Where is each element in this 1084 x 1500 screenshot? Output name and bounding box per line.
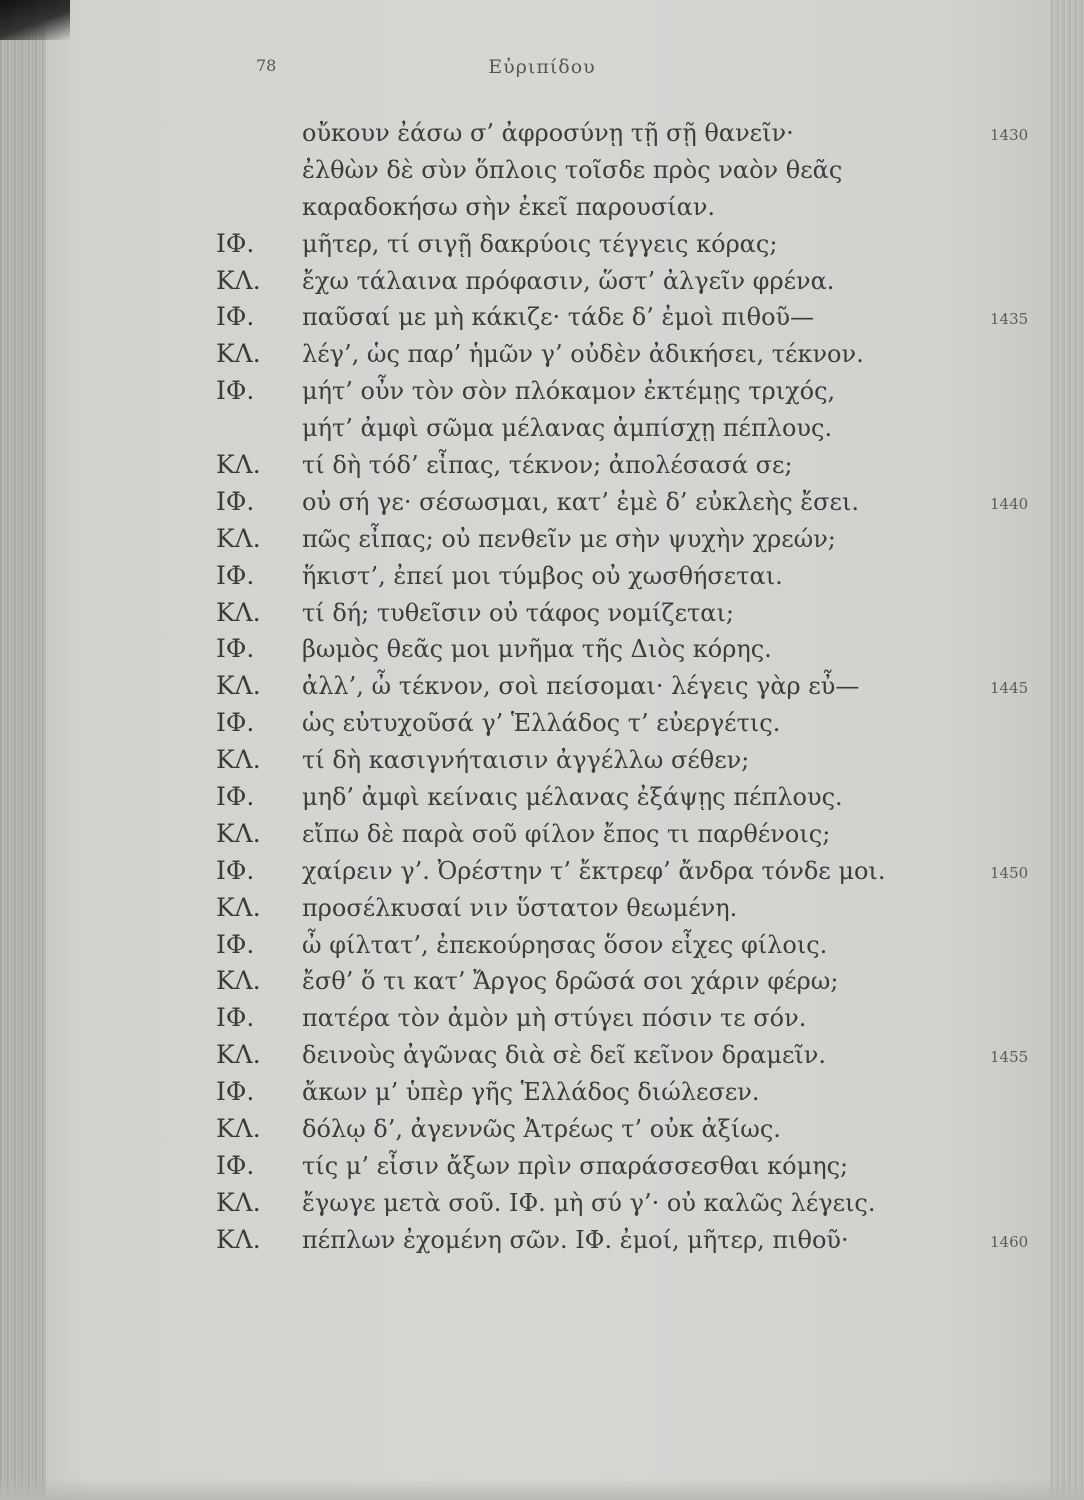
verse-line — [0, 188, 1084, 225]
speaker-label: ΚΛ. — [216, 966, 261, 996]
verse-line — [0, 298, 1084, 335]
verse-line — [0, 446, 1084, 483]
verse-line — [0, 372, 1084, 409]
speaker-label: ΙΦ. — [216, 1003, 255, 1033]
line-number: 1435 — [990, 310, 1029, 329]
speaker-label: ΙΦ. — [216, 855, 255, 885]
speaker-label: ΚΛ. — [216, 1040, 261, 1070]
verse-text — [0, 114, 1084, 1258]
verse-text-line: λέγ’, ὡς παρ’ ἡμῶν γ’ οὐδὲν ἀδικήσει, τέκνον. — [302, 340, 864, 369]
speaker-label: ΚΛ. — [216, 339, 261, 369]
verse-text-line: οὐ σή γε· σέσωσμαι, κατ’ ἐμὲ δ’ εὐκλεὴς ἔσει. — [302, 487, 860, 516]
verse-line — [0, 1110, 1084, 1147]
verse-text-line: τίς μ’ εἶσιν ἄξων πρὶν σπαράσσεσθαι κόμης; — [302, 1151, 849, 1180]
page-number: 78 — [256, 56, 277, 75]
verse-text-line: προσέλκυσαί νιν ὕστατον θεωμένη. — [302, 893, 738, 922]
speaker-label: ΙΦ. — [216, 1150, 255, 1180]
line-number: 1440 — [990, 494, 1029, 513]
verse-line — [0, 1221, 1084, 1258]
verse-text-line: ἐλθὼν δὲ σὺν ὅπλοις τοῖσδε πρὸς ναὸν θεᾶς — [302, 155, 843, 184]
verse-line — [0, 1036, 1084, 1073]
speaker-label: ΙΦ. — [216, 782, 255, 812]
speaker-label: ΙΦ. — [216, 486, 255, 516]
verse-text-line: οὔκουν ἐάσω σ’ ἀφροσύνῃ τῇ σῇ θανεῖν· — [302, 119, 794, 147]
verse-line — [0, 1073, 1084, 1110]
page-header — [0, 56, 1084, 86]
verse-text-line: μήτ’ ἀμφὶ σῶμα μέλανας ἀμπίσχῃ πέπλους. — [302, 414, 833, 443]
verse-text-line: τί δὴ κασιγνήταισιν ἀγγέλλω σέθεν; — [302, 746, 750, 775]
line-number: 1450 — [990, 863, 1029, 882]
speaker-label: ΙΦ. — [216, 302, 255, 332]
verse-line — [0, 741, 1084, 778]
verse-line — [0, 852, 1084, 889]
speaker-label: ΚΛ. — [216, 1224, 261, 1254]
verse-text-line: ἄκων μ’ ὑπὲρ γῆς Ἑλλάδος διώλεσεν. — [302, 1078, 760, 1107]
verse-text-line: εἴπω δὲ παρὰ σοῦ φίλον ἔπος τι παρθένοις; — [302, 819, 831, 848]
speaker-label: ΚΛ. — [216, 818, 261, 848]
verse-text-line: πατέρα τὸν ἀμὸν μὴ στύγει πόσιν τε σόν. — [302, 1004, 807, 1033]
book-cover-corner — [0, 0, 70, 40]
verse-line — [0, 999, 1084, 1036]
verse-text-line: πῶς εἶπας; οὐ πενθεῖν με σὴν ψυχὴν χρεών; — [302, 524, 836, 553]
verse-text-line: ἥκιστ’, ἐπεί μοι τύμβος οὐ χωσθήσεται. — [302, 561, 783, 590]
verse-text-line: μήτ’ οὖν τὸν σὸν πλόκαμον ἐκτέμῃς τριχός, — [302, 377, 836, 406]
verse-text-line: ἔγωγε μετὰ σοῦ. ΙΦ. μὴ σύ γ’· οὐ καλῶς λέγεις. — [302, 1188, 876, 1217]
speaker-label: ΚΛ. — [216, 671, 261, 701]
verse-text-line: δεινοὺς ἀγῶνας διὰ σὲ δεῖ κεῖνον δραμεῖν. — [302, 1041, 827, 1070]
speaker-label: ΚΛ. — [216, 265, 261, 295]
speaker-label: ΙΦ. — [216, 228, 255, 258]
verse-line — [0, 778, 1084, 815]
verse-line — [0, 962, 1084, 999]
verse-text-line: ὦ φίλτατ’, ἐπεκούρησας ὅσον εἶχες φίλοις. — [302, 930, 828, 959]
verse-text-line: ἔχω τάλαινα πρόφασιν, ὥστ’ ἀλγεῖν φρένα. — [302, 266, 835, 295]
verse-line — [0, 483, 1084, 520]
verse-text-line: ἀλλ’, ὦ τέκνον, σοὶ πείσομαι· λέγεις γὰρ εὖ— — [302, 672, 860, 701]
speaker-label: ΚΛ. — [216, 745, 261, 775]
verse-text-line: μηδ’ ἀμφὶ κείναις μέλανας ἐξάψῃς πέπλους. — [302, 783, 843, 812]
speaker-label: ΚΛ. — [216, 892, 261, 922]
speaker-label: ΚΛ. — [216, 523, 261, 553]
verse-line — [0, 114, 1084, 151]
verse-text-line: δόλῳ δ’, ἀγεννῶς Ἀτρέως τ’ οὐκ ἀξίως. — [302, 1115, 781, 1144]
verse-line — [0, 225, 1084, 262]
verse-line — [0, 557, 1084, 594]
verse-text-line: καραδοκήσω σὴν ἐκεῖ παρουσίαν. — [302, 192, 716, 221]
speaker-label: ΚΛ. — [216, 450, 261, 480]
verse-text-line: ὡς εὐτυχοῦσά γ’ Ἑλλάδος τ’ εὐεργέτις. — [302, 709, 781, 738]
speaker-label: ΚΛ. — [216, 1114, 261, 1144]
verse-text-line: τί δὴ τόδ’ εἶπας, τέκνον; ἀπολέσασά σε; — [302, 451, 793, 480]
verse-text-line: μῆτερ, τί σιγῇ δακρύοις τέγγεις κόρας; — [302, 229, 778, 258]
speaker-label: ΙΦ. — [216, 634, 255, 664]
line-number: 1455 — [990, 1048, 1029, 1067]
verse-text-line: παῦσαί με μὴ κάκιζε· τάδε δ’ ἐμοὶ πιθοῦ— — [302, 303, 815, 332]
verse-text-line: ἔσθ’ ὅ τι κατ’ Ἄργος δρῶσά σοι χάριν φέρω; — [302, 967, 839, 996]
speaker-label: ΚΛ. — [216, 597, 261, 627]
verse-line — [0, 1147, 1084, 1184]
verse-line — [0, 889, 1084, 926]
book-page-edge-bottom — [0, 1478, 1084, 1500]
verse-line — [0, 926, 1084, 963]
verse-line — [0, 1184, 1084, 1221]
verse-text-line: χαίρειν γ’. Ὀρέστην τ’ ἔκτρεφ’ ἄνδρα τόνδε μοι. — [302, 856, 886, 885]
verse-line — [0, 262, 1084, 299]
verse-line — [0, 704, 1084, 741]
verse-line — [0, 151, 1084, 188]
running-head: Εὐριπίδου — [488, 56, 596, 78]
verse-text-line: βωμὸς θεᾶς μοι μνῆμα τῆς Διὸς κόρης. — [302, 635, 772, 664]
verse-line — [0, 815, 1084, 852]
verse-line — [0, 409, 1084, 446]
verse-line — [0, 630, 1084, 667]
speaker-label: ΙΦ. — [216, 708, 255, 738]
speaker-label: ΚΛ. — [216, 1187, 261, 1217]
line-number: 1445 — [990, 679, 1029, 698]
speaker-label: ΙΦ. — [216, 1077, 255, 1107]
verse-line — [0, 335, 1084, 372]
verse-line — [0, 594, 1084, 631]
speaker-label: ΙΦ. — [216, 560, 255, 590]
speaker-label: ΙΦ. — [216, 376, 255, 406]
verse-line — [0, 667, 1084, 704]
verse-text-line: τί δή; τυθεῖσιν οὐ τάφος νομίζεται; — [302, 598, 734, 627]
verse-line — [0, 520, 1084, 557]
line-number: 1460 — [990, 1232, 1029, 1251]
verse-text-line: πέπλων ἐχομένη σῶν. ΙΦ. ἐμοί, μῆτερ, πιθοῦ· — [302, 1225, 849, 1254]
line-number: 1430 — [990, 126, 1029, 144]
speaker-label: ΙΦ. — [216, 929, 255, 959]
